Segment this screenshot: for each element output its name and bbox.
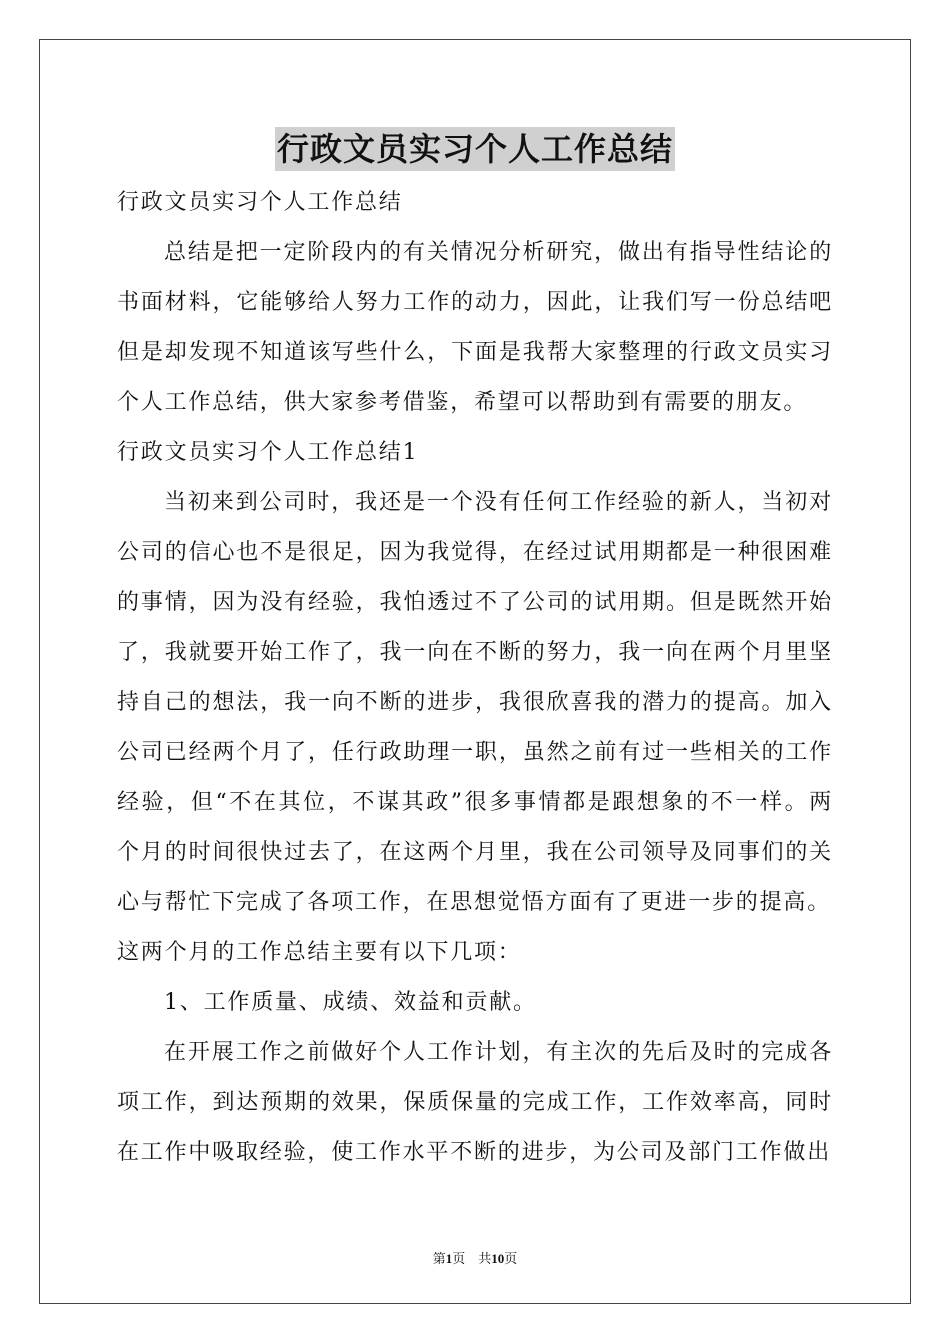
- document-title: 行政文员实习个人工作总结: [275, 127, 675, 171]
- section-paragraph: 当初来到公司时，我还是一个没有任何工作经验的新人，当初对公司的信心也不是很足，因为我觉得，在经过试用期都是一种很困难的事情，因为没有经验，我怕透过不了公司的试用期。但是既然开始了，我就要开始工作了，我一向在不断的努力，我一向在两个月里坚持自己的想法，我一向不断的进步，我很欣喜我的潜力的提高。加入公司已经两个月了，任行政助理一职，虽然之前有过一些相关的工作经验，但“不在其位，不谋其政”很多事情都是跟想象的不一样。两个月的时间很快过去了，在这两个月里，我在公司领导及同事们的关心与帮忙下完成了各项工作，在思想觉悟方面有了更进一步的提高。: [117, 490, 833, 915]
- intro-paragraph: 总结是把一定阶段内的有关情况分析研究，做出有指导性结论的书面材料，它能够给人努力工作的动力，因此，让我们写一份总结吧但是却发现不知道该写些什么，下面是我帮大家整理的行政文员实习个人工作总结，供大家参考借鉴，希望可以帮助到有需要的朋友。: [117, 240, 833, 415]
- footer-prefix: 第: [432, 1252, 446, 1267]
- document-body: [117, 120, 833, 1178]
- summary-line: 这两个月的工作总结主要有以下几项：: [117, 940, 522, 965]
- document-subtitle: 行政文员实习个人工作总结: [117, 190, 403, 215]
- footer-mid: 页 共: [452, 1252, 492, 1267]
- title-wrap: [117, 120, 833, 178]
- footer-total-pages: 10: [491, 1251, 505, 1266]
- footer-page-number: 1: [445, 1251, 453, 1266]
- item-heading: 1、工作质量、成绩、效益和贡献。: [164, 990, 537, 1015]
- footer-suffix: 页: [504, 1252, 518, 1267]
- item-paragraph: 在开展工作之前做好个人工作计划，有主次的先后及时的完成各项工作，到达预期的效果，保质保量的完成工作，工作效率高，同时在工作中吸取经验，使工作水平不断的进步，为公司及部门工作做出: [117, 1040, 833, 1165]
- page-footer: [0, 1248, 950, 1267]
- section-heading: 行政文员实习个人工作总结1: [117, 440, 419, 465]
